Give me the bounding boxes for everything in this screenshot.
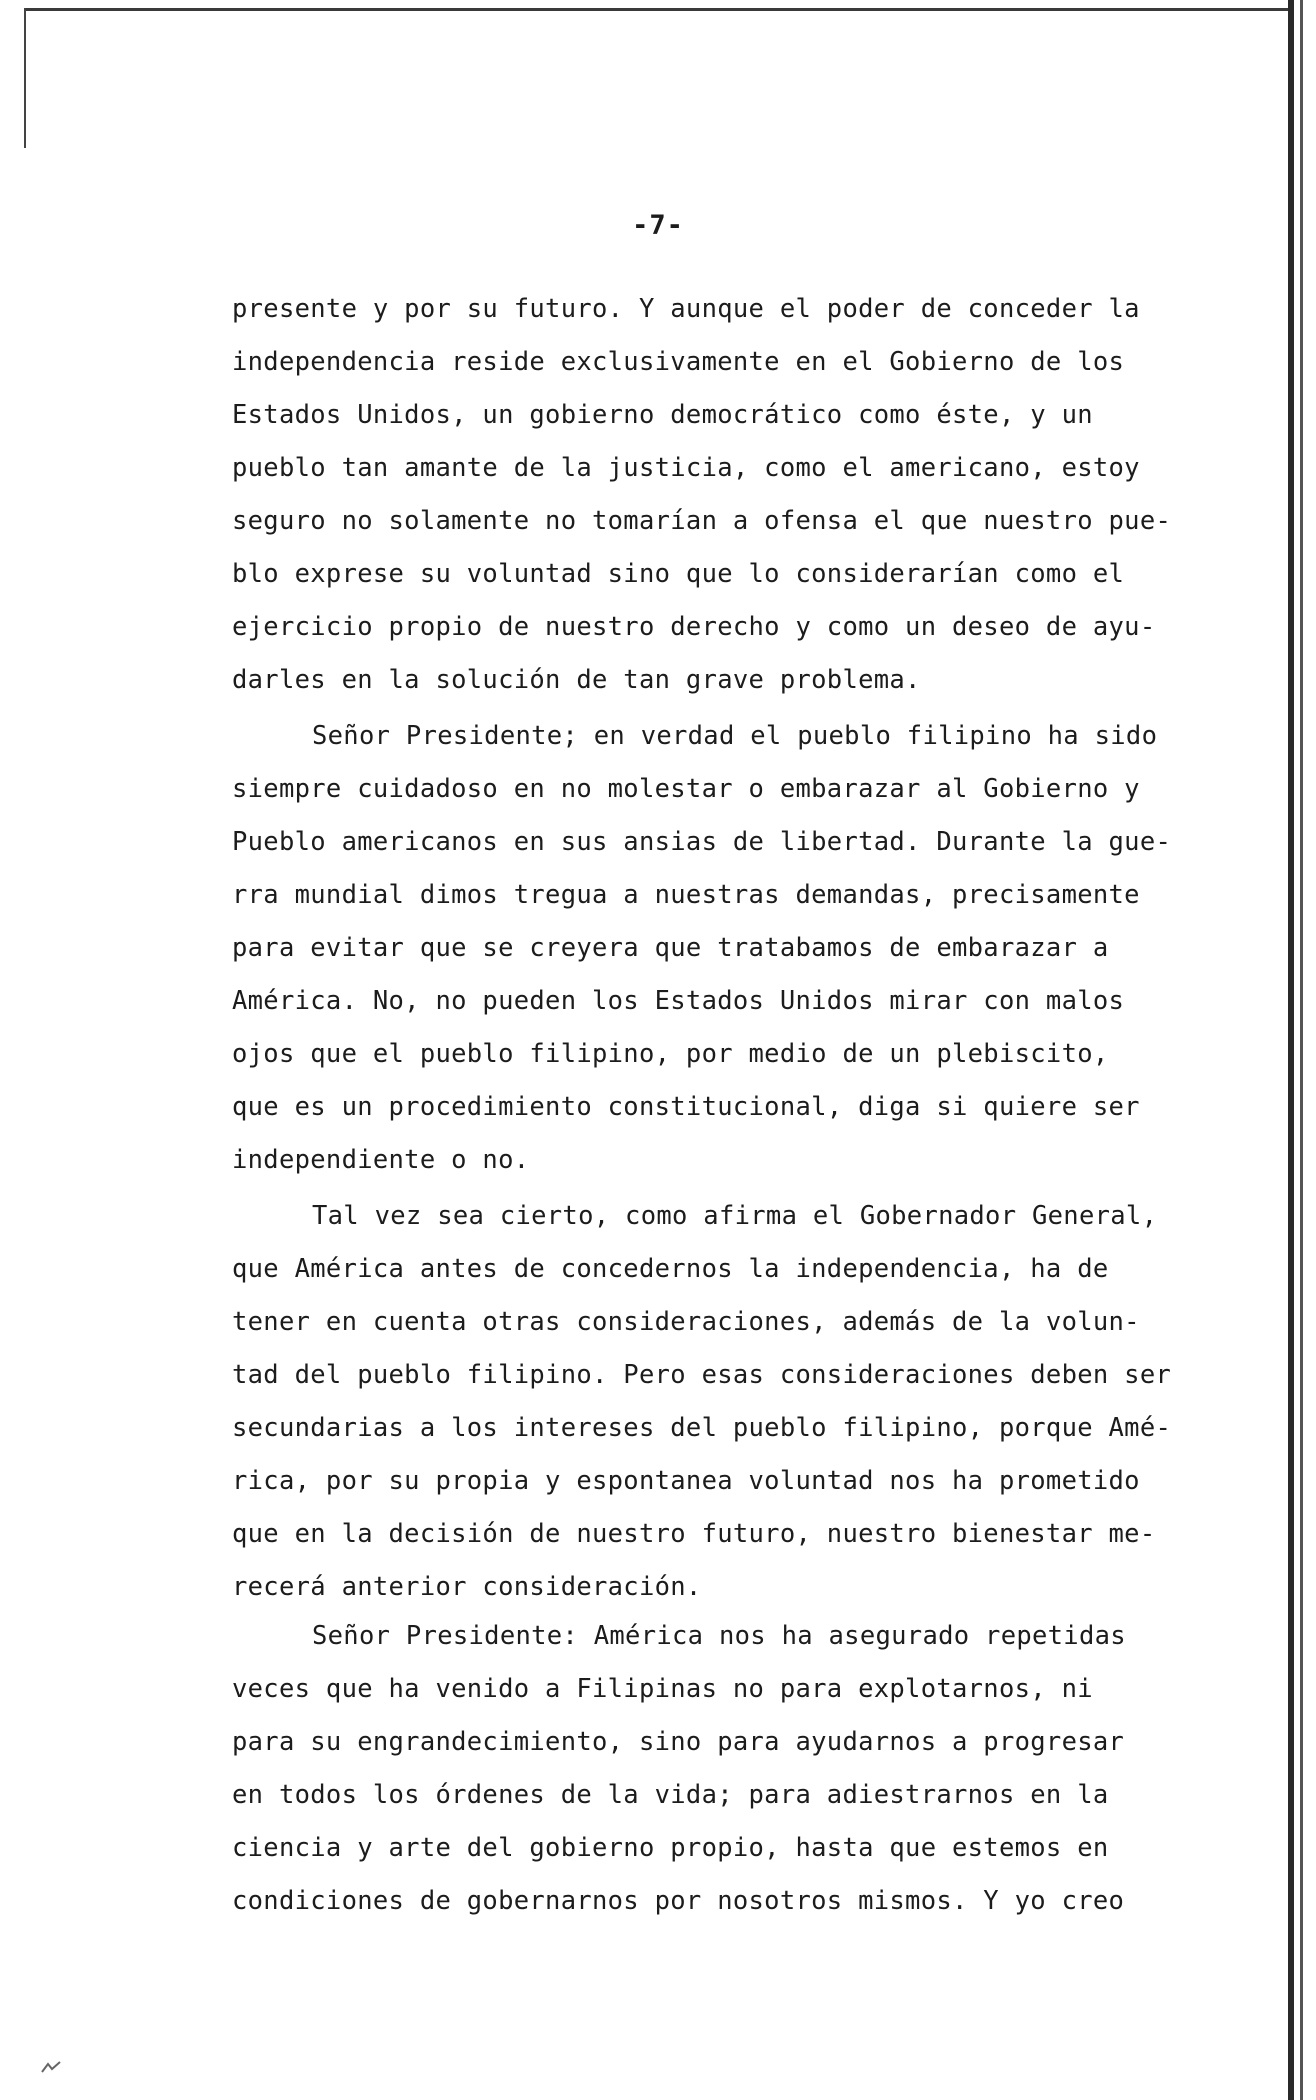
text-line: tener en cuenta otras consideraciones, además de la volun- [232, 1307, 1140, 1337]
text-line: secundarias a los intereses del pueblo filipino, porque Amé- [232, 1413, 1172, 1443]
text-line: darles en la solución de tan grave problema. [232, 665, 921, 695]
text-line: ciencia y arte del gobierno propio, hasta que estemos en [232, 1833, 1109, 1863]
text-line: Estados Unidos, un gobierno democrático como éste, y un [232, 400, 1093, 430]
text-line: Señor Presidente: América nos ha asegurado repetidas [312, 1621, 1126, 1651]
paragraph-3 [232, 1190, 1192, 1614]
scan-corner-mark [40, 2058, 62, 2072]
paragraph-4 [232, 1610, 1192, 1928]
paragraph-1 [232, 283, 1192, 707]
text-line: veces que ha venido a Filipinas no para explotarnos, ni [232, 1674, 1093, 1704]
text-line: que es un procedimiento constitucional, diga si quiere ser [232, 1092, 1140, 1122]
text-line: ojos que el pueblo filipino, por medio de un plebiscito, [232, 1039, 1109, 1069]
text-line: Señor Presidente; en verdad el pueblo filipino ha sido [312, 721, 1158, 751]
text-line: pueblo tan amante de la justicia, como el americano, estoy [232, 453, 1140, 483]
text-line: para su engrandecimiento, sino para ayudarnos a progresar [232, 1727, 1125, 1757]
paragraph-2 [232, 710, 1192, 1187]
text-line: siempre cuidadoso en no molestar o embarazar al Gobierno y [232, 774, 1140, 804]
text-line: para evitar que se creyera que tratabamos de embarazar a [232, 933, 1109, 963]
page-number: -7- [632, 210, 684, 241]
text-line: tad del pueblo filipino. Pero esas consideraciones deben ser [232, 1360, 1172, 1390]
text-line: condiciones de gobernarnos por nosotros mismos. Y yo creo [232, 1886, 1125, 1916]
text-line: presente y por su futuro. Y aunque el poder de conceder la [232, 294, 1140, 324]
text-line: rica, por su propia y espontanea voluntad nos ha prometido [232, 1466, 1140, 1496]
text-line: rra mundial dimos tregua a nuestras demandas, precisamente [232, 880, 1140, 910]
text-line: blo exprese su voluntad sino que lo considerarían como el [232, 559, 1125, 589]
text-line: que en la decisión de nuestro futuro, nuestro bienestar me- [232, 1519, 1156, 1549]
text-line: América. No, no pueden los Estados Unidos mirar con malos [232, 986, 1125, 1016]
text-line: Tal vez sea cierto, como afirma el Gobernador General, [312, 1201, 1158, 1231]
text-line: en todos los órdenes de la vida; para adiestrarnos en la [232, 1780, 1109, 1810]
text-line: que América antes de concedernos la independencia, ha de [232, 1254, 1109, 1284]
text-line: seguro no solamente no tomarían a ofensa el que nuestro pue- [232, 506, 1172, 536]
text-line: ejercicio propio de nuestro derecho y como un deseo de ayu- [232, 612, 1156, 642]
text-line: independencia reside exclusivamente en el Gobierno de los [232, 347, 1125, 377]
text-line: independiente o no. [232, 1145, 530, 1175]
scan-speck-icon [40, 2060, 62, 2074]
text-line: Pueblo americanos en sus ansias de libertad. Durante la gue- [232, 827, 1172, 857]
text-line: recerá anterior consideración. [232, 1572, 702, 1602]
